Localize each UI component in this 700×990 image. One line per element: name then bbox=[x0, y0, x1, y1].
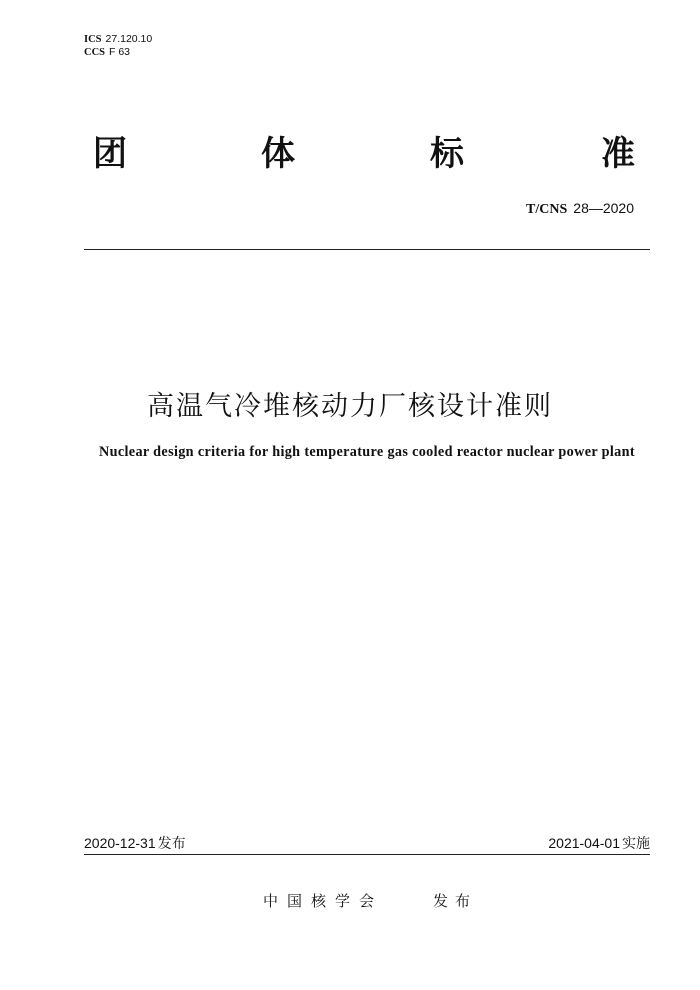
ics-label: ICS bbox=[84, 34, 102, 45]
bottom-divider bbox=[84, 854, 650, 855]
implement-label: 实施 bbox=[622, 836, 650, 852]
classification-codes bbox=[84, 33, 152, 59]
ics-code: 27.120.10 bbox=[105, 33, 153, 45]
ccs-label: CCS bbox=[84, 47, 106, 58]
implement-date: 2021-04-01 bbox=[548, 835, 620, 851]
publisher-label: 发布 bbox=[433, 892, 478, 910]
standard-type-char-1: 团 bbox=[93, 134, 127, 174]
ics-row bbox=[84, 33, 152, 46]
standard-type-char-4: 准 bbox=[601, 134, 635, 174]
standard-number-value: 28—2020 bbox=[573, 200, 634, 216]
implement-date-block bbox=[548, 833, 650, 853]
standard-type-heading bbox=[93, 132, 638, 176]
standard-number bbox=[526, 200, 634, 218]
ccs-code: F 63 bbox=[109, 46, 131, 58]
document-title-english: Nuclear design criteria for high temperature gas cooled reactor nuclear power plant bbox=[99, 444, 635, 460]
standard-type-char-2: 体 bbox=[261, 134, 295, 174]
issue-date-block bbox=[84, 833, 186, 853]
document-title-chinese: 高温气冷堆核动力厂核设计准则 bbox=[147, 391, 553, 422]
issue-date: 2020-12-31 bbox=[84, 835, 156, 851]
top-divider bbox=[84, 249, 650, 250]
standard-number-prefix: T/CNS bbox=[526, 202, 568, 217]
publisher-name: 中国核学会 bbox=[263, 892, 384, 910]
issue-label: 发布 bbox=[157, 836, 186, 852]
ccs-row bbox=[84, 46, 152, 59]
standard-type-char-3: 标 bbox=[430, 134, 464, 174]
